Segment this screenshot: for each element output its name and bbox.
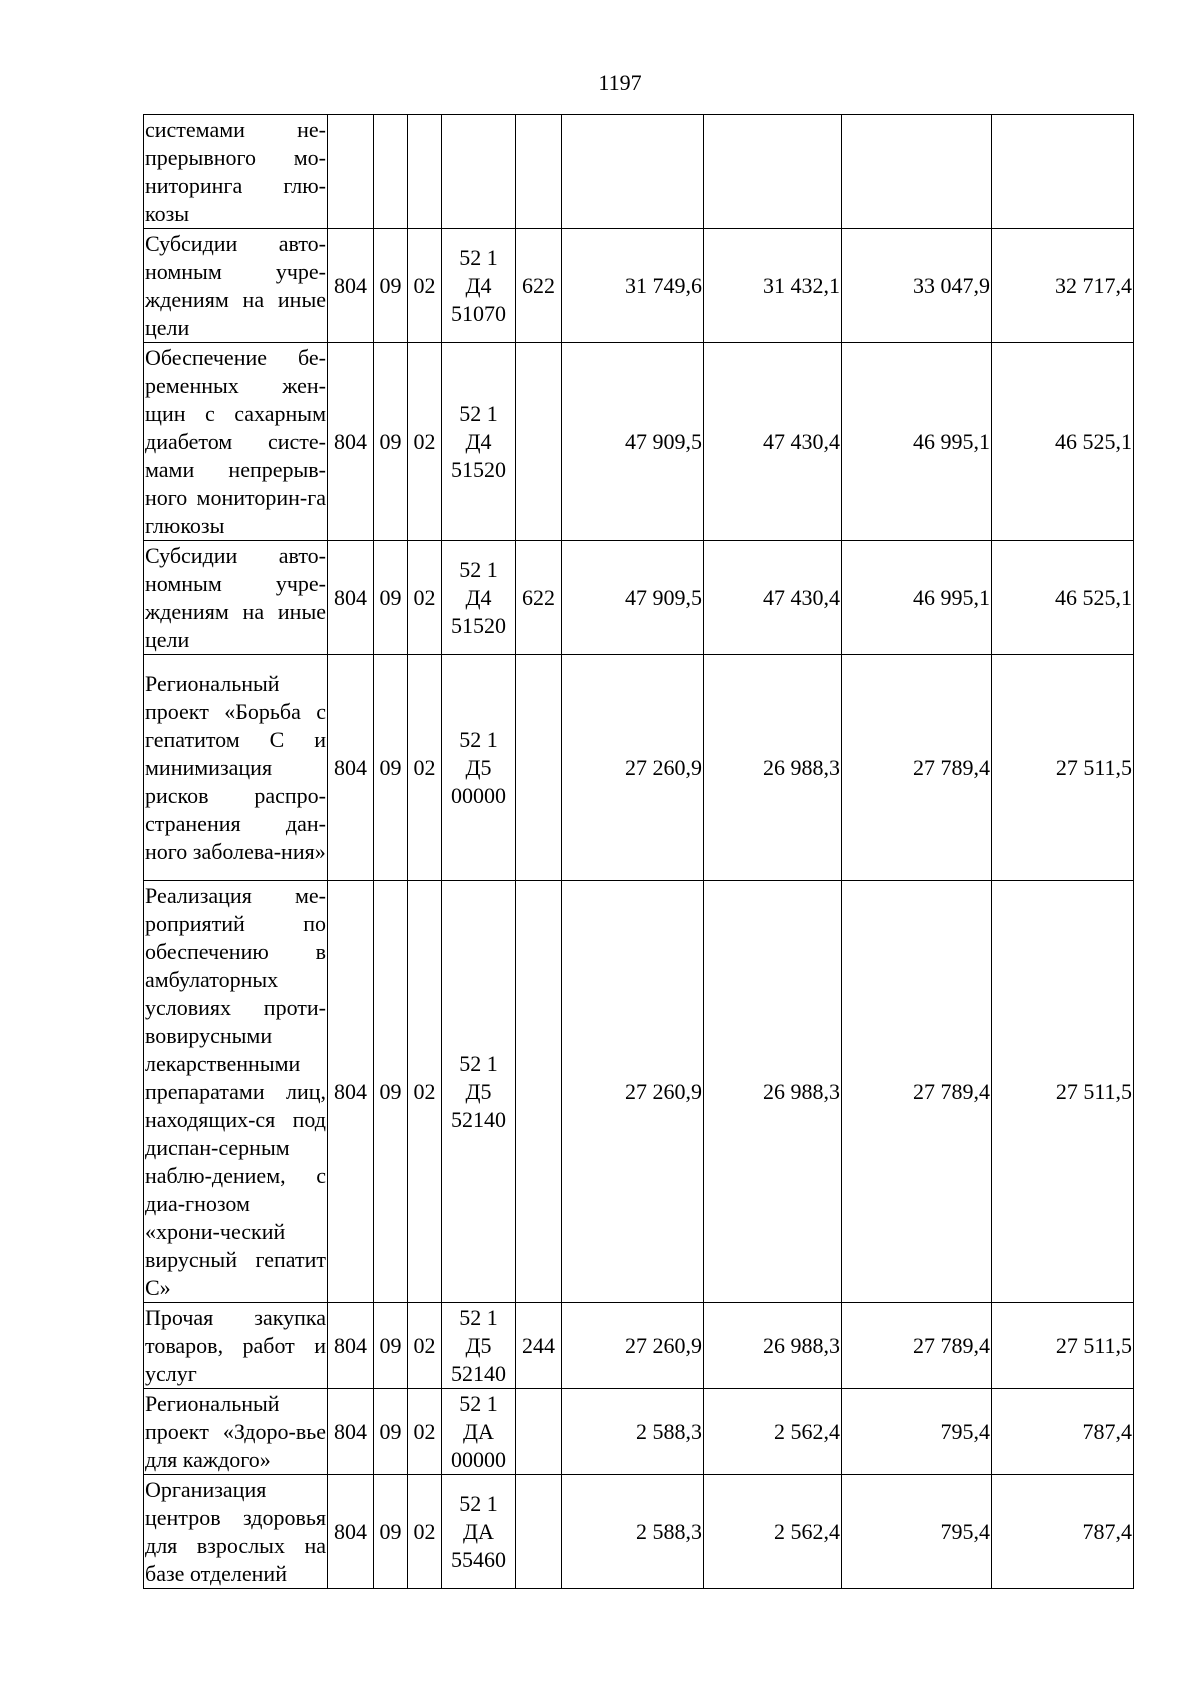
value-cell-2 (704, 115, 842, 229)
row-name-cell: Субсидии авто-номным учре-ждениям на иные цели (144, 229, 328, 343)
value-cell-1: 47 909,5 (562, 541, 704, 655)
csr-line: Д4 (465, 428, 492, 454)
value-cell-1: 47 909,5 (562, 343, 704, 541)
grbs-cell: 804 (328, 881, 374, 1303)
table-row (144, 229, 1134, 343)
value-cell-3: 27 789,4 (842, 881, 992, 1303)
vr-cell: 622 (516, 541, 562, 655)
table-row (144, 1475, 1134, 1589)
csr-line: Д4 (465, 584, 492, 610)
csr-cell (442, 229, 516, 343)
value-cell-4: 27 511,5 (992, 1303, 1134, 1389)
csr-line: 52 1 (459, 244, 498, 270)
pr-cell: 02 (408, 1475, 442, 1589)
rz-cell: 09 (374, 881, 408, 1303)
value-cell-2: 2 562,4 (704, 1389, 842, 1475)
csr-line: ДА (463, 1418, 494, 1444)
csr-line: 52140 (451, 1106, 506, 1132)
csr-line: 52 1 (459, 1490, 498, 1516)
csr-line: Д4 (465, 272, 492, 298)
vr-cell: 244 (516, 1303, 562, 1389)
table-row (144, 1389, 1134, 1475)
grbs-cell (328, 115, 374, 229)
row-name-cell: Реализация ме-роприятий по обеспечению в амбулаторных условиях проти-вовирусными лекарственными препаратами лиц, находящих-ся под диспан-серным наблю-дением, с диа-гнозом «хрони-ческий вирусный гепатит С» (144, 881, 328, 1303)
value-cell-2: 31 432,1 (704, 229, 842, 343)
table-row (144, 881, 1134, 1303)
value-cell-1: 2 588,3 (562, 1389, 704, 1475)
value-cell-3: 46 995,1 (842, 343, 992, 541)
pr-cell: 02 (408, 1389, 442, 1475)
value-cell-1: 2 588,3 (562, 1475, 704, 1589)
value-cell-4: 46 525,1 (992, 541, 1134, 655)
row-name-cell: Обеспечение бе-ременных жен-щин с сахарным диабетом систе-мами непрерыв-ного мониторин-га глюкозы (144, 343, 328, 541)
value-cell-3: 27 789,4 (842, 1303, 992, 1389)
value-cell-4: 787,4 (992, 1475, 1134, 1589)
value-cell-2: 47 430,4 (704, 541, 842, 655)
csr-cell (442, 655, 516, 881)
table-row (144, 541, 1134, 655)
csr-cell (442, 541, 516, 655)
pr-cell: 02 (408, 343, 442, 541)
csr-line: 00000 (451, 1446, 506, 1472)
row-name-cell: системами не-прерывного мо-ниторинга глю-козы (144, 115, 328, 229)
csr-line: 51070 (451, 300, 506, 326)
vr-cell (516, 343, 562, 541)
grbs-cell: 804 (328, 1389, 374, 1475)
grbs-cell: 804 (328, 1475, 374, 1589)
value-cell-2: 26 988,3 (704, 881, 842, 1303)
row-name-cell: Региональный проект «Борьба с гепатитом С и минимизация рисков распро-странения дан-ного заболева-ния» (144, 655, 328, 881)
csr-line: 00000 (451, 782, 506, 808)
rz-cell: 09 (374, 229, 408, 343)
csr-line: Д5 (465, 1078, 492, 1104)
value-cell-3: 795,4 (842, 1475, 992, 1589)
csr-line: 52 1 (459, 1050, 498, 1076)
table-row (144, 1303, 1134, 1389)
rz-cell: 09 (374, 541, 408, 655)
budget-table (143, 114, 1134, 1589)
pr-cell: 02 (408, 229, 442, 343)
csr-cell (442, 1389, 516, 1475)
csr-line: 52 1 (459, 726, 498, 752)
vr-cell (516, 655, 562, 881)
value-cell-1 (562, 115, 704, 229)
rz-cell: 09 (374, 343, 408, 541)
pr-cell: 02 (408, 881, 442, 1303)
value-cell-1: 27 260,9 (562, 655, 704, 881)
value-cell-4: 27 511,5 (992, 881, 1134, 1303)
vr-cell (516, 881, 562, 1303)
table-row (144, 343, 1134, 541)
csr-cell (442, 343, 516, 541)
vr-cell: 622 (516, 229, 562, 343)
grbs-cell: 804 (328, 229, 374, 343)
pr-cell (408, 115, 442, 229)
rz-cell: 09 (374, 655, 408, 881)
table-body (144, 115, 1134, 1589)
value-cell-2: 2 562,4 (704, 1475, 842, 1589)
value-cell-2: 47 430,4 (704, 343, 842, 541)
csr-line: 55460 (451, 1546, 506, 1572)
grbs-cell: 804 (328, 541, 374, 655)
csr-line: 52 1 (459, 556, 498, 582)
csr-line: ДА (463, 1518, 494, 1544)
csr-line: Д5 (465, 754, 492, 780)
pr-cell: 02 (408, 655, 442, 881)
rz-cell: 09 (374, 1475, 408, 1589)
value-cell-2: 26 988,3 (704, 655, 842, 881)
pr-cell: 02 (408, 541, 442, 655)
value-cell-4: 787,4 (992, 1389, 1134, 1475)
value-cell-1: 31 749,6 (562, 229, 704, 343)
value-cell-3: 795,4 (842, 1389, 992, 1475)
value-cell-1: 27 260,9 (562, 881, 704, 1303)
grbs-cell: 804 (328, 655, 374, 881)
csr-cell (442, 1475, 516, 1589)
csr-cell (442, 1303, 516, 1389)
csr-line: 52 1 (459, 400, 498, 426)
grbs-cell: 804 (328, 1303, 374, 1389)
csr-line: 52 1 (459, 1304, 498, 1330)
value-cell-4 (992, 115, 1134, 229)
vr-cell (516, 115, 562, 229)
table-row (144, 115, 1134, 229)
csr-line: Д5 (465, 1332, 492, 1358)
csr-line: 52140 (451, 1360, 506, 1386)
value-cell-4: 27 511,5 (992, 655, 1134, 881)
row-name-cell: Прочая закупка товаров, работ и услуг (144, 1303, 328, 1389)
value-cell-2: 26 988,3 (704, 1303, 842, 1389)
csr-line: 52 1 (459, 1390, 498, 1416)
row-name-cell: Региональный проект «Здоро-вье для каждого» (144, 1389, 328, 1475)
vr-cell (516, 1389, 562, 1475)
csr-cell (442, 881, 516, 1303)
value-cell-3: 27 789,4 (842, 655, 992, 881)
rz-cell (374, 115, 408, 229)
value-cell-3: 33 047,9 (842, 229, 992, 343)
table-row (144, 655, 1134, 881)
value-cell-3 (842, 115, 992, 229)
csr-line: 51520 (451, 456, 506, 482)
csr-cell (442, 115, 516, 229)
value-cell-1: 27 260,9 (562, 1303, 704, 1389)
value-cell-4: 46 525,1 (992, 343, 1134, 541)
row-name-cell: Организация центров здоровья для взрослых на базе отделений (144, 1475, 328, 1589)
page-number: 1197 (598, 70, 642, 95)
pr-cell: 02 (408, 1303, 442, 1389)
csr-line: 51520 (451, 612, 506, 638)
row-name-cell: Субсидии авто-номным учре-ждениям на иные цели (144, 541, 328, 655)
value-cell-4: 32 717,4 (992, 229, 1134, 343)
rz-cell: 09 (374, 1303, 408, 1389)
grbs-cell: 804 (328, 343, 374, 541)
value-cell-3: 46 995,1 (842, 541, 992, 655)
vr-cell (516, 1475, 562, 1589)
rz-cell: 09 (374, 1389, 408, 1475)
